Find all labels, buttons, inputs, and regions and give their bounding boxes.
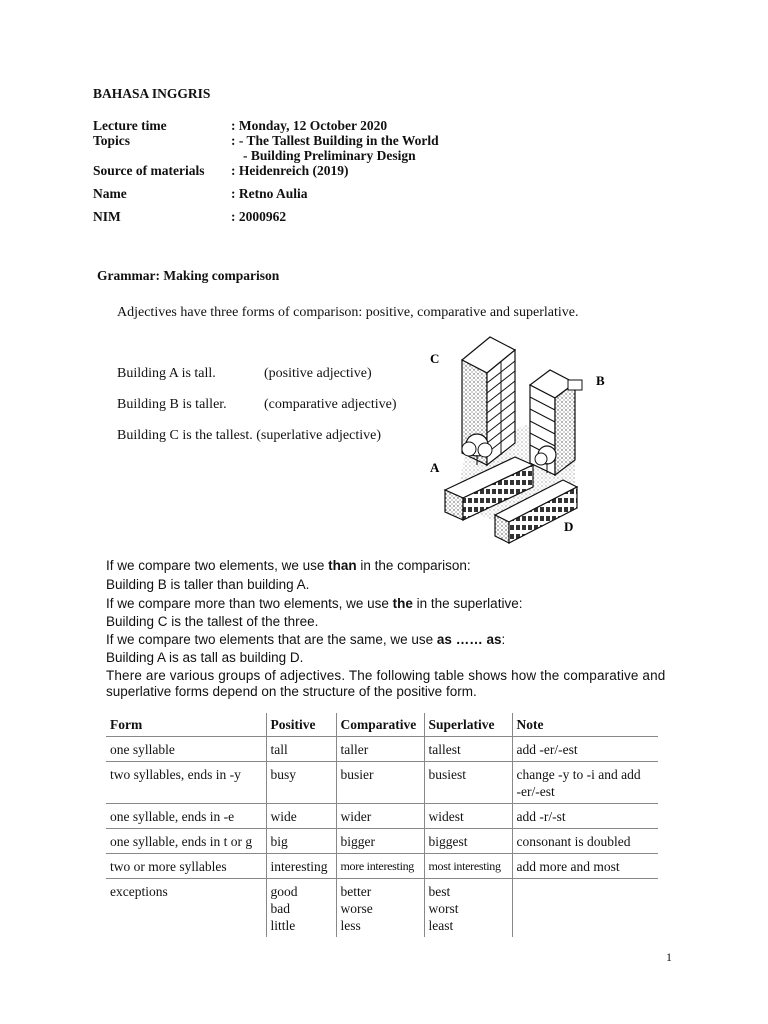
table-row xyxy=(106,737,658,762)
cell-comparative: busier xyxy=(336,762,424,804)
source-value: : Heidenreich (2019) xyxy=(231,163,349,178)
topic-2: - Building Preliminary Design xyxy=(243,148,416,163)
cell-superlative: widest xyxy=(424,804,512,829)
table-row xyxy=(106,829,658,854)
cell-line: little xyxy=(270,918,296,933)
label-d: D xyxy=(564,519,574,534)
nim-label: NIM xyxy=(93,209,121,224)
rule-as-post: : xyxy=(501,632,506,647)
cell-form: two syllables, ends in -y xyxy=(110,767,241,782)
cell-comparative: bigger xyxy=(336,829,424,854)
nim-value: : 2000962 xyxy=(231,209,287,224)
header-form: Form xyxy=(110,717,143,732)
source-label: Source of materials xyxy=(93,163,205,178)
rule-as-pre: If we compare two elements that are the same, we use xyxy=(106,632,437,647)
table-row xyxy=(106,879,658,938)
rule-as xyxy=(106,632,505,647)
cell-superlative: most interesting xyxy=(424,854,512,879)
cell-line: best xyxy=(428,884,451,899)
table-header-row xyxy=(106,713,658,737)
name-value: : Retno Aulia xyxy=(231,186,308,201)
cell-form: exceptions xyxy=(110,884,168,899)
keyword-the: the xyxy=(392,596,413,611)
table-row xyxy=(106,804,658,829)
lecture-time-label: Lecture time xyxy=(93,118,167,133)
cell-comparative: more interesting xyxy=(336,854,424,879)
keyword-as: as …… as xyxy=(436,632,502,647)
cell-positive xyxy=(266,879,336,938)
cell-positive: interesting xyxy=(266,854,336,879)
label-b: B xyxy=(596,373,605,388)
cell-line: bad xyxy=(270,901,290,916)
cell-positive: wide xyxy=(266,804,336,829)
lecture-time-value: : Monday, 12 October 2020 xyxy=(231,118,388,133)
table-intro-2: superlative forms depend on the structure of the positive form. xyxy=(106,684,477,699)
table-row xyxy=(106,854,658,879)
rule-the-pre: If we compare more than two elements, we use xyxy=(106,596,393,611)
section-title: Grammar: Making comparison xyxy=(97,268,280,283)
name-label: Name xyxy=(93,186,127,201)
cell-note-line: -er/-est xyxy=(516,784,555,799)
cell-form: one syllable xyxy=(110,742,175,757)
cell-line: less xyxy=(340,918,361,933)
cell-superlative: biggest xyxy=(424,829,512,854)
cell-note-line: change -y to -i and add xyxy=(516,767,641,782)
cell-comparative: wider xyxy=(336,804,424,829)
page-number: 1 xyxy=(666,950,672,964)
label-c: C xyxy=(430,351,440,366)
cell-note xyxy=(512,762,658,804)
example-positive-note: (positive adjective) xyxy=(264,366,372,381)
cell-note: add -er/-est xyxy=(512,737,658,762)
cell-positive: big xyxy=(266,829,336,854)
topics-label: Topics xyxy=(93,133,131,148)
cell-note: add -r/-st xyxy=(512,804,658,829)
cell-note: consonant is doubled xyxy=(512,829,658,854)
course-title: BAHASA INGGRIS xyxy=(93,86,211,101)
rule-than-post: in the comparison: xyxy=(356,558,471,573)
rule-than xyxy=(106,558,471,573)
keyword-than: than xyxy=(328,558,357,573)
cell-line: worst xyxy=(428,901,459,916)
cell-line: least xyxy=(428,918,454,933)
cell-form: two or more syllables xyxy=(110,859,227,874)
rule-the-post: in the superlative: xyxy=(412,596,523,611)
rule-than-example: Building B is taller than building A. xyxy=(106,577,310,592)
cell-comparative xyxy=(336,879,424,938)
cell-superlative: tallest xyxy=(424,737,512,762)
comparison-table xyxy=(106,713,658,937)
rule-the xyxy=(106,596,522,611)
header-positive: Positive xyxy=(266,713,336,737)
table-row xyxy=(106,762,658,804)
buildings-illustration xyxy=(425,325,605,550)
cell-line: worse xyxy=(340,901,373,916)
example-comparative: Building B is taller. xyxy=(117,397,227,412)
example-positive: Building A is tall. xyxy=(117,366,216,381)
rule-the-example: Building C is the tallest of the three. xyxy=(106,614,319,629)
topic-1: : - The Tallest Building in the World xyxy=(231,133,439,148)
rule-than-pre: If we compare two elements, we use xyxy=(106,558,329,573)
rule-as-example: Building A is as tall as building D. xyxy=(106,650,304,665)
table-intro-1: There are various groups of adjectives. The following table shows how the comparative and xyxy=(106,668,666,683)
header-superlative: Superlative xyxy=(424,713,512,737)
cell-line: good xyxy=(270,884,298,899)
cell-form: one syllable, ends in -e xyxy=(110,809,235,824)
cell-superlative: busiest xyxy=(424,762,512,804)
example-comparative-note: (comparative adjective) xyxy=(264,397,397,412)
header-comparative: Comparative xyxy=(336,713,424,737)
cell-comparative: taller xyxy=(336,737,424,762)
cell-form: one syllable, ends in t or g xyxy=(110,834,253,849)
label-a: A xyxy=(430,460,440,475)
cell-note: add more and most xyxy=(512,854,658,879)
cell-superlative xyxy=(424,879,512,938)
example-superlative: Building C is the tallest. (superlative adjective) xyxy=(117,428,381,443)
cell-note xyxy=(512,879,658,938)
intro-text: Adjectives have three forms of comparison: positive, comparative and superlative. xyxy=(117,305,579,320)
header-note: Note xyxy=(512,713,658,737)
cell-line: better xyxy=(340,884,372,899)
cell-positive: busy xyxy=(266,762,336,804)
cell-positive: tall xyxy=(266,737,336,762)
